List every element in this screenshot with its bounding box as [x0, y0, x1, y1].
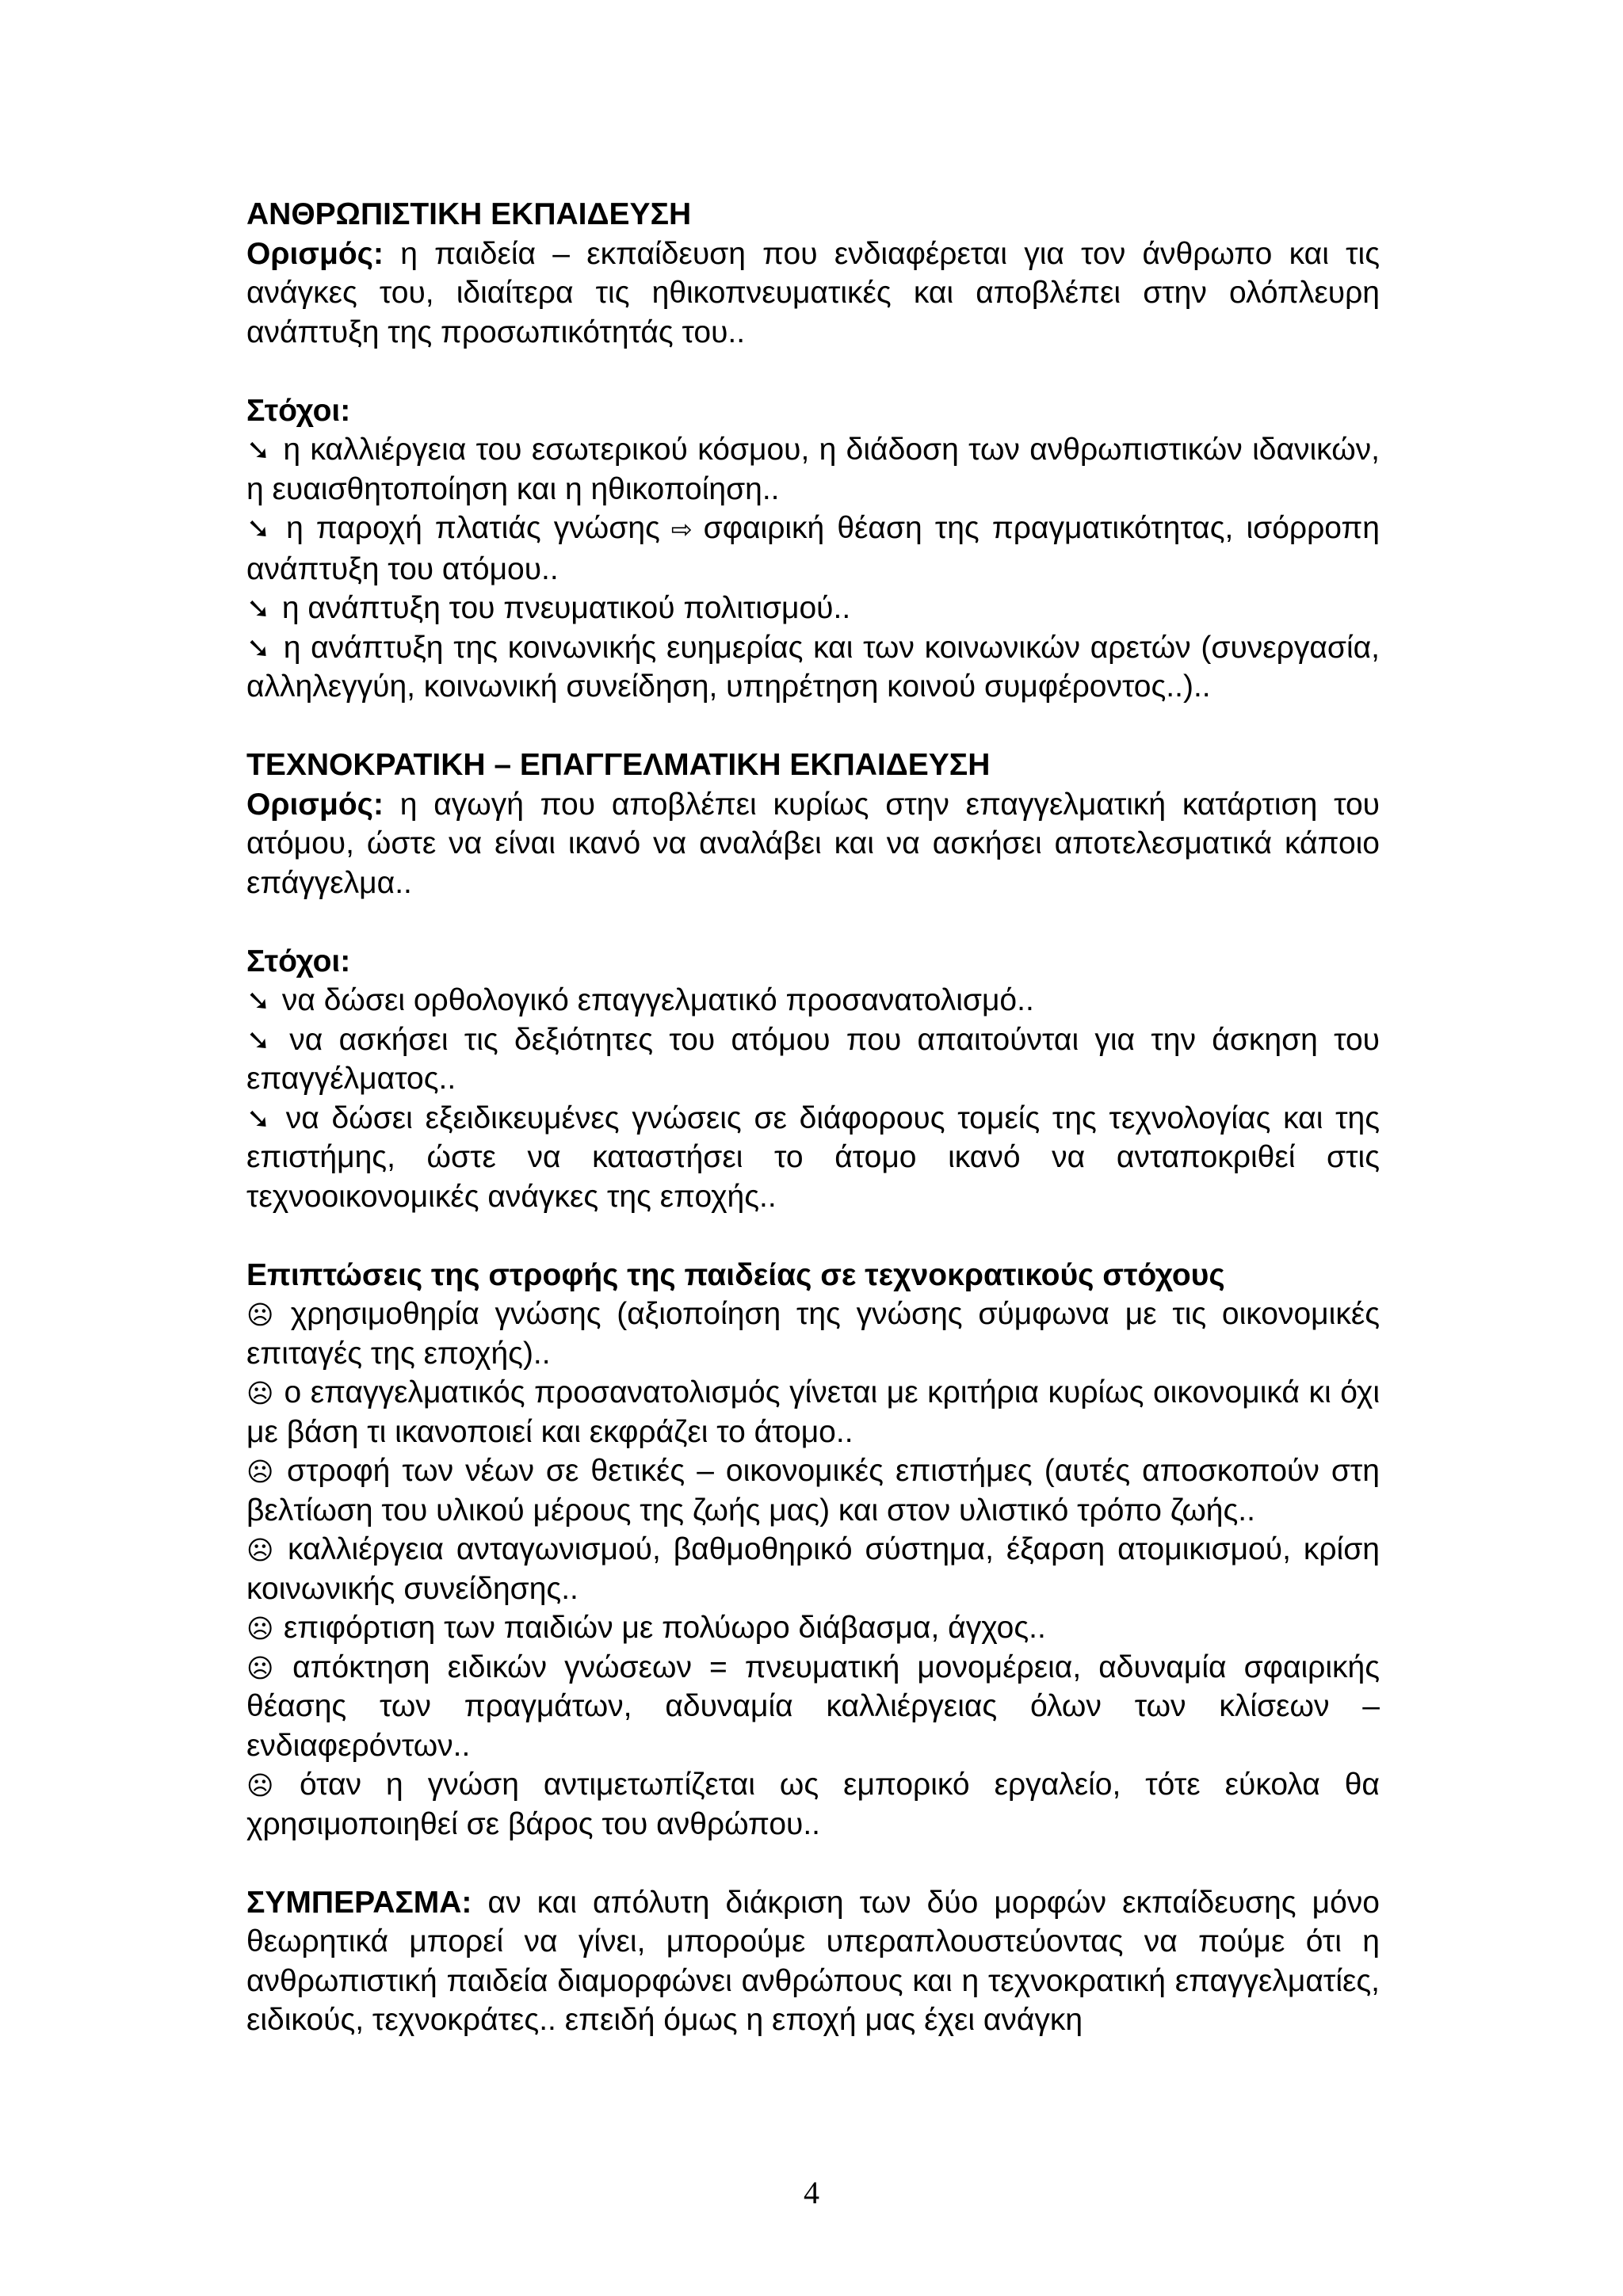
definition-humanistic	[246, 235, 1380, 353]
frowning-face-icon: ☹	[246, 1652, 274, 1684]
arrow-down-right-icon: ➘	[246, 985, 271, 1017]
definition-label: Ορισμός:	[246, 236, 384, 271]
frowning-face-icon: ☹	[246, 1613, 274, 1644]
goal-item: ➘ η παροχή πλατιάς γνώσης ⇨ σφαιρική θέαση της πραγματικότητας, ισόρροπη ανάπτυξη του ατόμου..	[246, 511, 1380, 586]
consequence-item: ☹ απόκτηση ειδικών γνώσεων = πνευματική μονομέρεια, αδυναμία σφαιρικής θέασης των πραγμάτων, αδυναμία καλλιέργειας όλων των κλίσεων – ενδιαφερόντων..	[246, 1650, 1380, 1763]
goal-item: ➘ να δώσει ορθολογικό επαγγελματικό προσανατολισμό..	[246, 983, 1034, 1017]
arrow-down-right-icon: ➘	[246, 593, 271, 625]
goal-item: ➘ η ανάπτυξη της κοινωνικής ευημερίας και των κοινωνικών αρετών (συνεργασία, αλληλεγγύη, κοινωνική συνείδηση, υπηρέτηση κοινού συμφέροντος..)..	[246, 630, 1381, 704]
arrow-down-right-icon: ➘	[246, 1024, 271, 1057]
consequence-item: ☹ στροφή των νέων σε θετικές – οικονομικές επιστήμες (αυτές αποσκοπούν στη βελτίωση του υλικού μέρους της ζωής μας) και στον υλιστικό τρόπο ζωής..	[246, 1454, 1380, 1527]
goals-label-technocratic: Στόχοι:	[246, 944, 351, 978]
goal-item: ➘ η ανάπτυξη του πνευματικού πολιτισμού..	[246, 591, 851, 625]
goal-item: ➘ να ασκήσει τις δεξιότητες του ατόμου που απαιτούνται για την άσκηση του επαγγέλματος..	[246, 1022, 1380, 1096]
consequence-item: ☹ επιφόρτιση των παιδιών με πολύωρο διάβασμα, άγχος..	[246, 1611, 1046, 1645]
conclusion-paragraph	[246, 1883, 1380, 2040]
consequence-item: ☹ όταν η γνώση αντιμετωπίζεται ως εμπορικό εργαλείο, τότε εύκολα θα χρησιμοποιηθεί σε βάρος του ανθρώπου..	[246, 1768, 1380, 1841]
arrow-down-right-icon: ➘	[246, 434, 271, 467]
frowning-face-icon: ☹	[246, 1535, 274, 1566]
page-number: 4	[804, 2175, 819, 2210]
conclusion-text: αν και απόλυτη διάκριση των δύο μορφών εκπαίδευσης μόνο θεωρητικά μπορεί να γίνει, μπορούμε υπεραπλουστεύοντας να πούμε ότι η ανθρωπιστική παιδεία διαμορφώνει ανθρώπους και η τεχνοκρατική επαγγελματίες, ειδικούς, τεχνοκράτες.. επειδή όμως η εποχή μας έχει ανάγκη	[246, 1885, 1380, 2037]
consequence-item: ☹ χρησιμοθηρία γνώσης (αξιοποίηση της γνώσης σύμφωνα με τις οικονομικές επιταγές της εποχής)..	[246, 1297, 1381, 1371]
frowning-face-icon: ☹	[246, 1378, 274, 1409]
definition-technocratic	[246, 785, 1380, 903]
definition-text: η αγωγή που αποβλέπει κυρίως στην επαγγελματική κατάρτιση του ατόμου, ώστε να είναι ικανό να αναλάβει και να ασκήσει αποτελεσματικά κάποιο επάγγελμα..	[246, 787, 1380, 900]
technocratic-section	[246, 746, 1380, 1216]
frowning-face-icon: ☹	[246, 1299, 274, 1330]
humanistic-section	[246, 195, 1380, 707]
goals-label-humanistic: Στόχοι:	[246, 393, 351, 428]
consequences-section	[246, 1256, 1380, 1844]
consequence-item: ☹ καλλιέργεια ανταγωνισμού, βαθμοθηρικό σύστημα, έξαρση ατομικισμού, κρίση κοινωνικής συνείδησης..	[246, 1532, 1380, 1606]
section-title-technocratic: ΤΕΧΝΟΚΡΑΤΙΚΗ – ΕΠΑΓΓΕΛΜΑΤΙΚΗ ΕΚΠΑΙΔΕΥΣΗ	[246, 748, 991, 782]
arrow-down-right-icon: ➘	[246, 1102, 271, 1135]
goal-item: ➘ να δώσει εξειδικευμένες γνώσεις σε διάφορους τομείς της τεχνολογίας και της επιστήμης, ώστε να καταστήσει το άτομο ικανό να ανταποκριθεί στις τεχνοοικονομικές ανάγκες της εποχής..	[246, 1100, 1380, 1214]
definition-text: η παιδεία – εκπαίδευση που ενδιαφέρεται για τον άνθρωπο και τις ανάγκες του, ιδιαίτερα τις ηθικοπνευματικές και αποβλέπει στην ολόπλευρη ανάπτυξη της προσωπικότητάς του..	[246, 236, 1380, 349]
conclusion-label: ΣΥΜΠΕΡΑΣΜΑ:	[246, 1885, 472, 1920]
section-title-consequences: Επιπτώσεις της στροφής της παιδείας σε τεχνοκρατικούς στόχους	[246, 1257, 1225, 1292]
outline-arrow-right-icon: ⇨	[670, 514, 693, 544]
section-title-humanistic: ΑΝΘΡΩΠΙΣΤΙΚΗ ΕΚΠΑΙΔΕΥΣΗ	[246, 197, 692, 231]
arrow-down-right-icon: ➘	[246, 631, 271, 665]
arrow-down-right-icon: ➘	[246, 513, 271, 545]
frowning-face-icon: ☹	[246, 1770, 274, 1801]
definition-label: Ορισμός:	[246, 787, 384, 822]
consequence-item: ☹ ο επαγγελματικός προσανατολισμός γίνεται με κριτήρια κυρίως οικονομικά κι όχι με βάση τι ικανοποιεί και εκφράζει το άτομο..	[246, 1375, 1380, 1449]
goal-item: ➘ η καλλιέργεια του εσωτερικού κόσμου, η διάδοση των ανθρωπιστικών ιδανικών, η ευαισθητοποίηση και η ηθικοποίηση..	[246, 433, 1380, 506]
document-page	[246, 195, 1380, 2040]
frowning-face-icon: ☹	[246, 1456, 274, 1487]
